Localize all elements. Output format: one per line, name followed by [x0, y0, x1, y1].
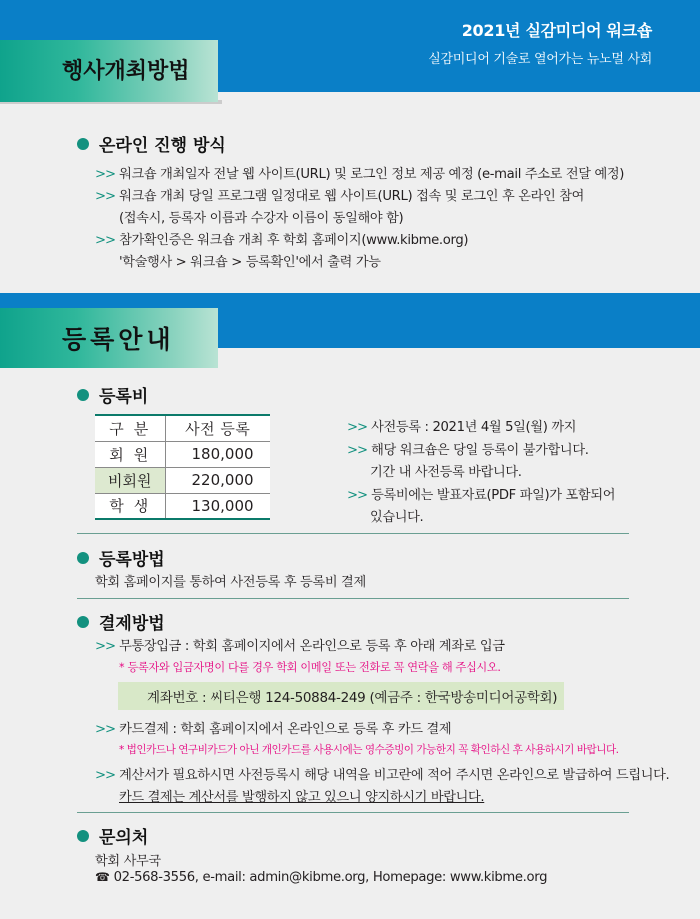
arrow-icon: >>	[95, 233, 116, 248]
section-contact	[77, 823, 148, 848]
section-banner-event-method: 행사개최방법	[0, 40, 218, 102]
payment-note: * 등록자와 입금자명이 다를 경우 학회 이메일 또는 전화로 꼭 연락을 해 주십시오.	[119, 661, 501, 674]
fee-note: >> 등록비에는 발표자료(PDF 파일)가 포함되어	[347, 488, 616, 503]
arrow-icon: >>	[95, 768, 116, 783]
table-row	[95, 467, 270, 493]
section-title: 등록비	[99, 387, 149, 407]
section-title: 결제방법	[99, 614, 165, 634]
table-cell: 회원	[95, 441, 165, 467]
section-banner-registration: 등록안내	[0, 308, 218, 368]
fee-note: >> 해당 워크숍은 당일 등록이 불가합니다.	[347, 443, 589, 458]
phone-icon: ☎	[95, 870, 110, 884]
arrow-icon: >>	[95, 722, 116, 737]
text-line: >> 참가확인증은 워크숍 개최 후 학회 홈페이지(www.kibme.org)	[95, 233, 469, 248]
table-cell: 비회원	[95, 467, 165, 493]
table-cell: 180,000	[165, 441, 270, 467]
arrow-icon: >>	[347, 443, 368, 458]
text-line: (접속시, 등록자 이름과 수강자 이름이 동일해야 함)	[119, 211, 404, 226]
text-line: >> 워크숍 개최 당일 프로그램 일정대로 웹 사이트(URL) 접속 및 로그인 후 온라인 참여	[95, 189, 584, 204]
text-line: '학술행사 > 워크숍 > 등록확인'에서 출력 가능	[119, 255, 381, 270]
table-row	[95, 493, 270, 519]
section-fee	[77, 382, 148, 407]
payment-line: >> 계산서가 필요하시면 사전등록시 해당 내역을 비고란에 적어 주시면 온라인으로 발급하여 드립니다.	[95, 768, 670, 783]
divider	[77, 598, 629, 599]
bullet-dot-icon	[77, 389, 89, 401]
fee-note: >> 사전등록 : 2021년 4월 5일(월) 까지	[347, 420, 577, 435]
section-title: 문의처	[99, 828, 149, 848]
table-cell: 학생	[95, 493, 165, 519]
fee-table	[95, 414, 270, 520]
bullet-dot-icon	[77, 616, 89, 628]
divider	[77, 533, 629, 534]
fee-note: 기간 내 사전등록 바랍니다.	[370, 465, 522, 480]
contact-office: 학회 사무국	[95, 854, 161, 869]
table-cell: 130,000	[165, 493, 270, 519]
account-box: 계좌번호 : 씨티은행 124-50884-249 (예금주 : 한국방송미디어공학회)	[118, 682, 564, 710]
arrow-icon: >>	[347, 488, 368, 503]
header-title: 2021년 실감미디어 워크숍	[461, 21, 652, 40]
contact-info: ☎ 02-568-3556, e-mail: admin@kibme.org, Homepage: www.kibme.org	[95, 870, 548, 885]
text-line: >> 워크숍 개최일자 전날 웹 사이트(URL) 및 로그인 정보 제공 예정 (e-mail 주소로 전달 예정)	[95, 167, 625, 182]
method-text: 학회 홈페이지를 통하여 사전등록 후 등록비 결제	[95, 575, 366, 590]
section-title: 온라인 진행 방식	[99, 136, 226, 156]
arrow-icon: >>	[347, 420, 368, 435]
arrow-icon: >>	[95, 189, 116, 204]
arrow-icon: >>	[95, 167, 116, 182]
table-header-cell: 사전 등록	[165, 415, 270, 441]
bullet-dot-icon	[77, 138, 89, 150]
header-subtitle: 실감미디어 기술로 열어가는 뉴노멀 사회	[428, 52, 652, 67]
arrow-icon: >>	[95, 639, 116, 654]
section-title: 등록방법	[99, 550, 165, 570]
payment-line: >> 카드결제 : 학회 홈페이지에서 온라인으로 등록 후 카드 결제	[95, 722, 452, 737]
section-payment	[77, 609, 165, 634]
section-method	[77, 545, 165, 570]
payment-note: 카드 결제는 계산서를 발행하지 않고 있으니 양지하시기 바랍니다.	[119, 790, 485, 805]
fee-note: 있습니다.	[370, 510, 424, 525]
bullet-dot-icon	[77, 552, 89, 564]
table-header-cell: 구분	[95, 415, 165, 441]
table-row	[95, 441, 270, 467]
table-cell: 220,000	[165, 467, 270, 493]
payment-note: * 법인카드나 연구비카드가 아닌 개인카드를 사용시에는 영수증빙이 가능한지 꼭 확인하신 후 사용하시기 바랍니다.	[119, 744, 619, 756]
section-online	[77, 131, 226, 156]
divider	[77, 812, 629, 813]
table-header-row	[95, 415, 270, 441]
bullet-dot-icon	[77, 830, 89, 842]
payment-line: >> 무통장입금 : 학회 홈페이지에서 온라인으로 등록 후 아래 계좌로 입금	[95, 639, 505, 654]
